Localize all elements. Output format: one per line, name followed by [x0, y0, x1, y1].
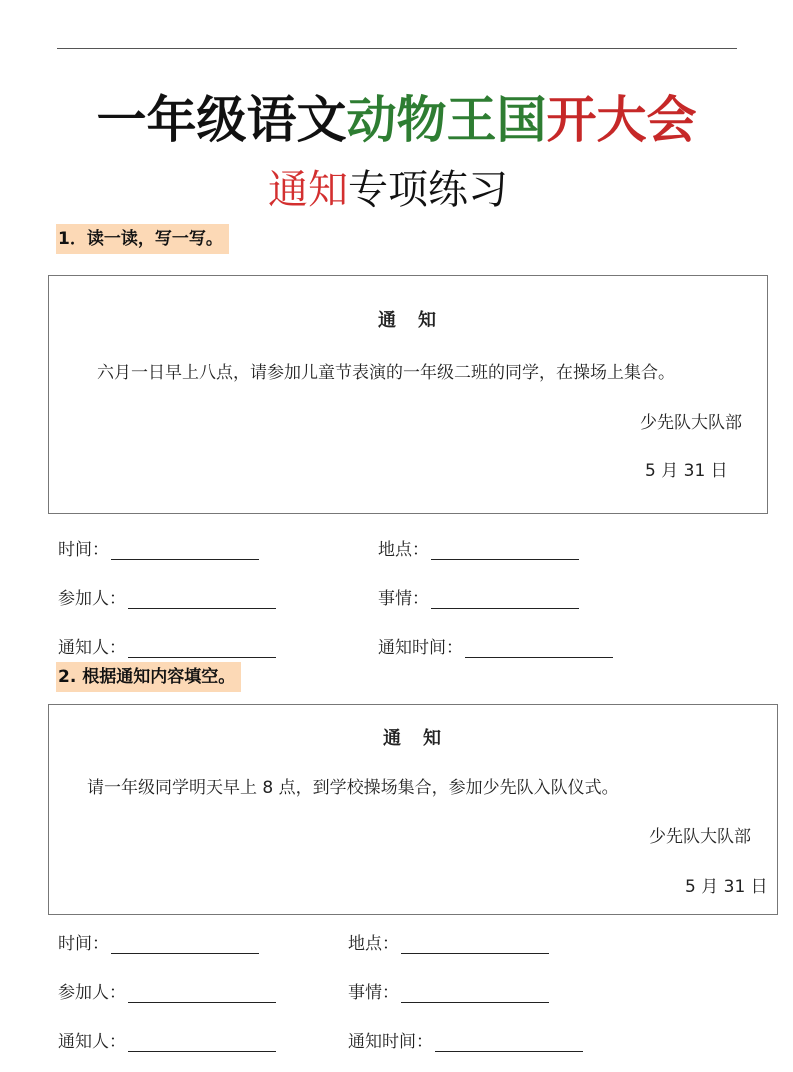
section1-notice-signer: 少先队大队部 — [640, 413, 742, 433]
section2-heading: 2. 根据通知内容填空。 — [56, 662, 241, 692]
section1-notice-date: 5 月 31 日 — [645, 461, 728, 481]
title-part-1: 一年级语文 — [96, 91, 347, 149]
section2-notice-time-blank[interactable] — [435, 1033, 583, 1052]
title-part-2: 动物王国 — [346, 91, 547, 149]
section2-time-blank[interactable] — [111, 935, 259, 954]
section2-notice-box — [48, 704, 778, 915]
section2-participants-field — [58, 978, 276, 1003]
section2-notifier-blank[interactable] — [128, 1033, 276, 1052]
section2-notice-title: 通 知 — [383, 728, 443, 749]
section2-place-field — [348, 929, 549, 954]
section1-participants-field — [58, 584, 276, 609]
section1-matter-field — [378, 584, 579, 609]
section2-matter-field — [348, 978, 549, 1003]
section1-time-field — [58, 535, 259, 560]
section1-time-label: 时间： — [58, 540, 109, 560]
section1-notifier-blank[interactable] — [128, 639, 276, 658]
top-rule — [57, 48, 737, 49]
section1-matter-label: 事情： — [378, 589, 429, 609]
section1-notice-body: 六月一日早上八点，请参加儿童节表演的一年级二班的同学，在操场上集合。 — [97, 363, 675, 383]
section2-place-blank[interactable] — [401, 935, 549, 954]
section2-notifier-field — [58, 1027, 276, 1052]
section1-time-blank[interactable] — [111, 541, 259, 560]
subtitle-part-1: 通知 — [268, 167, 348, 213]
page-title — [0, 80, 793, 152]
section1-participants-label: 参加人： — [58, 589, 126, 609]
section2-matter-blank[interactable] — [401, 984, 549, 1003]
section1-notifier-field — [58, 633, 276, 658]
section2-time-field — [58, 929, 259, 954]
section1-matter-blank[interactable] — [431, 590, 579, 609]
section2-matter-label: 事情： — [348, 983, 399, 1003]
section2-participants-label: 参加人： — [58, 983, 126, 1003]
section1-participants-blank[interactable] — [128, 590, 276, 609]
section2-notice-signer: 少先队大队部 — [649, 827, 751, 847]
section1-place-blank[interactable] — [431, 541, 579, 560]
section2-place-label: 地点： — [348, 934, 399, 954]
section2-notice-time-label: 通知时间： — [348, 1032, 433, 1052]
section1-notice-box — [48, 275, 768, 514]
section1-heading: 1．读一读，写一写。 — [56, 224, 229, 254]
section1-place-field — [378, 535, 579, 560]
section2-notice-date: 5 月 31 日 — [685, 877, 768, 897]
section2-notice-body: 请一年级同学明天早上 8 点，到学校操场集合，参加少先队入队仪式。 — [87, 778, 619, 798]
section2-notice-time-field — [348, 1027, 583, 1052]
section2-participants-blank[interactable] — [128, 984, 276, 1003]
section1-notice-time-field — [378, 633, 613, 658]
section1-place-label: 地点： — [378, 540, 429, 560]
section1-notice-time-blank[interactable] — [465, 639, 613, 658]
section2-notifier-label: 通知人： — [58, 1032, 126, 1052]
page-subtitle — [268, 158, 508, 215]
title-part-3: 开大会 — [546, 91, 697, 149]
section1-notifier-label: 通知人： — [58, 638, 126, 658]
subtitle-part-2: 专项练习 — [348, 167, 508, 213]
section1-notice-title: 通 知 — [378, 310, 438, 331]
section2-time-label: 时间： — [58, 934, 109, 954]
section1-notice-time-label: 通知时间： — [378, 638, 463, 658]
